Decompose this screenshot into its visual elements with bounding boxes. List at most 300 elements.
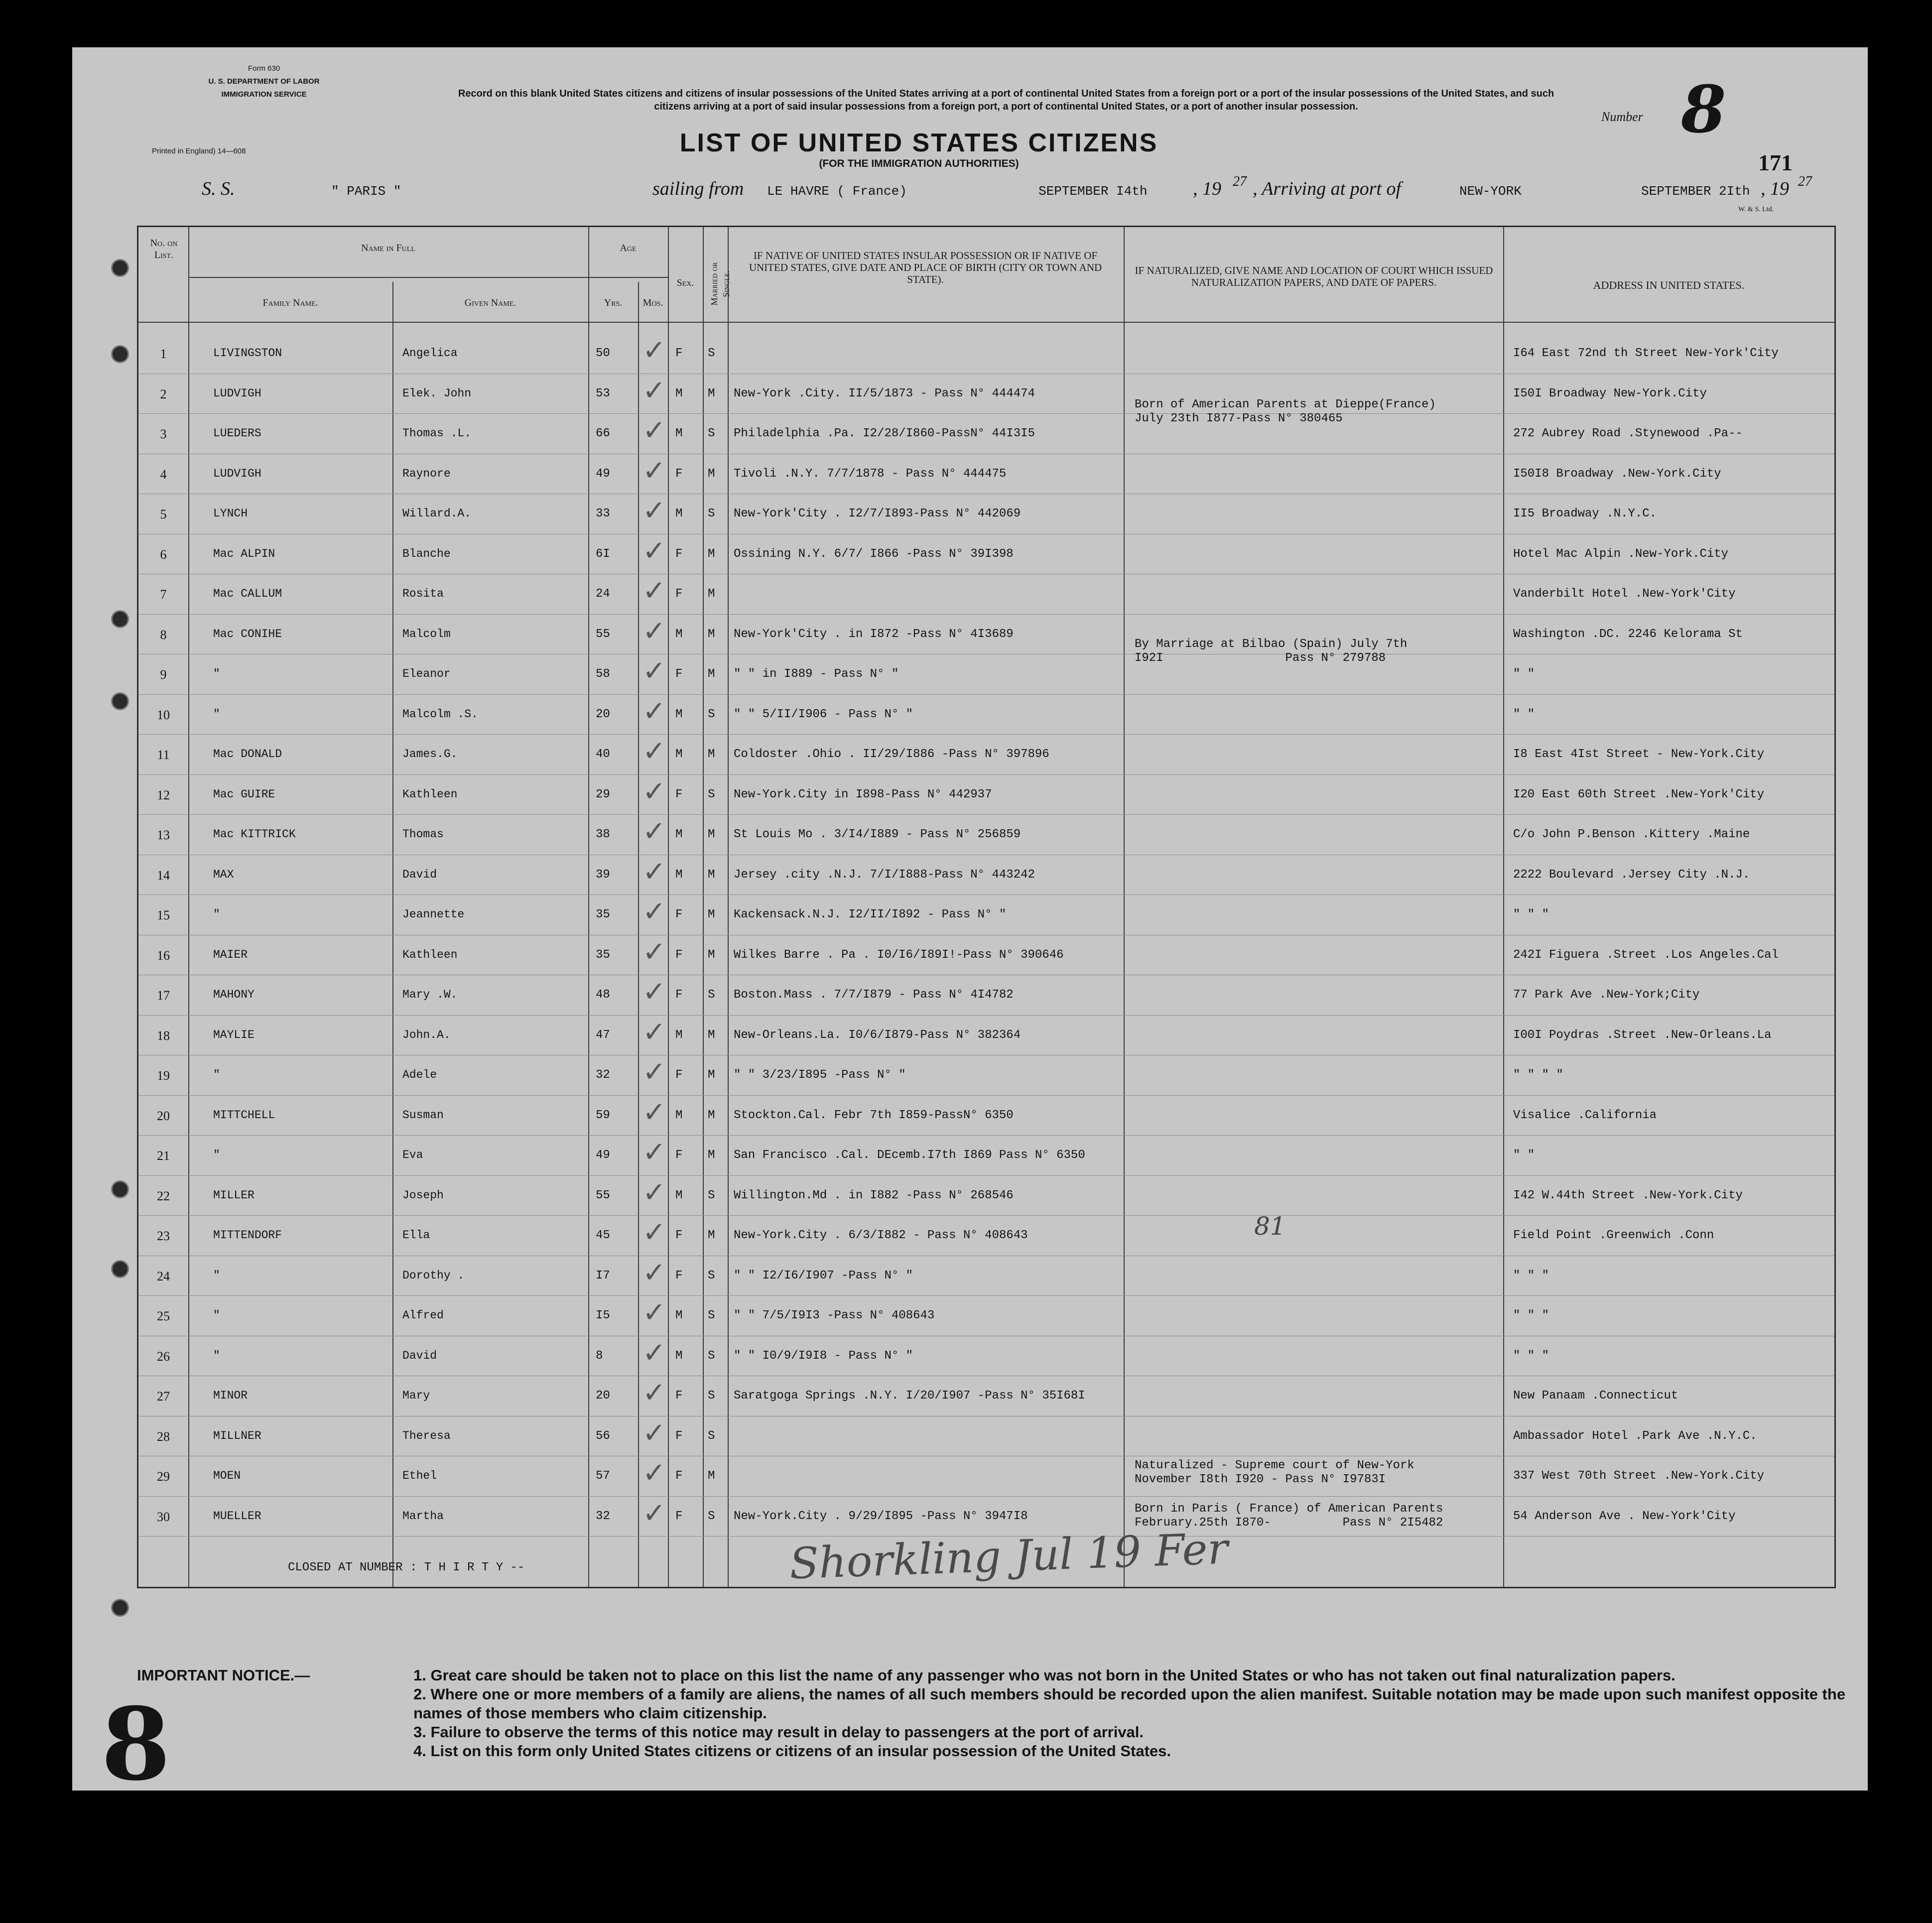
address-cell: Hotel Mac Alpin .New-York.City bbox=[1513, 547, 1729, 561]
header-birth: IF NATIVE OF UNITED STATES INSULAR POSSESSION OR IF NATIVE OF UNITED STATES, GIVE DATE AND PLACE OF BIRTH (CITY OR TOWN AND STATE). bbox=[749, 250, 1102, 285]
number-label: Number bbox=[1601, 110, 1643, 124]
table-row bbox=[138, 856, 1834, 896]
punch-hole bbox=[111, 1180, 129, 1198]
address-cell: Washington .DC. 2246 Kelorama St bbox=[1513, 627, 1743, 641]
sex-cell: F bbox=[675, 347, 683, 360]
marital-status-cell: M bbox=[708, 667, 715, 681]
age-cell: 6I bbox=[596, 547, 610, 561]
birth-info-cell: Kackensack.N.J. I2/II/I892 - Pass N° " bbox=[734, 908, 1007, 921]
check-mark-icon: ✓ bbox=[643, 695, 666, 728]
age-cell: 35 bbox=[596, 908, 610, 921]
punch-hole bbox=[111, 1599, 129, 1617]
given-name-cell: Kathleen bbox=[402, 787, 458, 801]
row-number-cell: 30 bbox=[157, 1509, 170, 1524]
table-row bbox=[138, 1096, 1834, 1136]
marital-status-cell: S bbox=[708, 707, 715, 721]
given-name-cell: Ella bbox=[402, 1229, 430, 1242]
address-cell: Field Point .Greenwich .Conn bbox=[1513, 1229, 1714, 1242]
birth-info-cell: Tivoli .N.Y. 7/7/1878 - Pass N° 444475 bbox=[734, 467, 1007, 481]
table-row bbox=[138, 976, 1834, 1016]
check-mark-icon: ✓ bbox=[643, 735, 666, 768]
sex-cell: F bbox=[675, 1389, 683, 1403]
address-cell: C/o John P.Benson .Kittery .Maine bbox=[1513, 828, 1750, 841]
given-name-cell: Mary .W. bbox=[402, 988, 458, 1001]
row-number-cell: 27 bbox=[157, 1389, 170, 1404]
table-row bbox=[138, 535, 1834, 575]
age-cell: 32 bbox=[596, 1068, 610, 1082]
given-name-cell: Eva bbox=[402, 1149, 423, 1161]
sex-cell: M bbox=[675, 707, 683, 721]
sex-cell: F bbox=[675, 988, 683, 1002]
port-from: LE HAVRE ( France) bbox=[767, 184, 907, 199]
sex-cell: F bbox=[675, 1269, 683, 1282]
birth-info-cell: Wilkes Barre . Pa . I0/I6/I89I!-Pass N° 390646 bbox=[734, 948, 1064, 962]
age-cell: 48 bbox=[596, 988, 610, 1002]
birth-info-cell: " " in I889 - Pass N° " bbox=[734, 667, 899, 681]
year-prefix-1: , 19 bbox=[1193, 178, 1221, 199]
row-number-cell: 5 bbox=[160, 507, 167, 521]
given-name-cell: Joseph bbox=[402, 1188, 444, 1202]
row-number-cell: 20 bbox=[157, 1108, 170, 1123]
sex-cell: F bbox=[675, 1429, 683, 1443]
row-number-cell: 10 bbox=[157, 707, 170, 722]
row-number-cell: 4 bbox=[160, 467, 167, 482]
birth-info-cell: New-Orleans.La. I0/6/I879-Pass N° 382364 bbox=[734, 1028, 1021, 1042]
naturalization-note-row-28: Naturalized - Supreme court of New-York November I8th I920 - Pass N° I9783I bbox=[1135, 1459, 1415, 1486]
age-cell: 55 bbox=[596, 627, 610, 641]
row-number-cell: 6 bbox=[160, 547, 167, 562]
sex-cell: M bbox=[675, 868, 683, 882]
address-cell: 77 Park Ave .New-York;City bbox=[1513, 988, 1700, 1002]
sex-cell: M bbox=[675, 427, 683, 440]
family-name-cell: MAX bbox=[213, 868, 234, 881]
family-name-cell: LIVINGSTON bbox=[213, 347, 282, 360]
family-name-cell: MILLER bbox=[213, 1188, 255, 1202]
form-identifier bbox=[159, 62, 369, 101]
given-name-cell: David bbox=[402, 1349, 437, 1362]
table-row bbox=[138, 896, 1834, 935]
sex-cell: M bbox=[675, 1108, 683, 1122]
table-body bbox=[138, 334, 1834, 1569]
year-suffix-2: 27 bbox=[1798, 174, 1812, 189]
marital-status-cell: S bbox=[708, 988, 715, 1002]
address-cell: 272 Aubrey Road .Stynewood .Pa-- bbox=[1513, 427, 1743, 440]
given-name-cell: Ethel bbox=[402, 1469, 437, 1482]
family-name-cell: LUEDERS bbox=[213, 427, 261, 440]
age-cell: 66 bbox=[596, 427, 610, 440]
table-row bbox=[138, 655, 1834, 695]
check-mark-icon: ✓ bbox=[643, 896, 666, 928]
sex-cell: F bbox=[675, 787, 683, 801]
table-row bbox=[138, 815, 1834, 855]
birth-info-cell: Saratgoga Springs .N.Y. I/20/I907 -Pass N° 35I68I bbox=[734, 1389, 1085, 1403]
notice-item-3: 3. Failure to observe the terms of this notice may result in delay to passengers at the port of arrival. bbox=[413, 1723, 1144, 1741]
family-name-cell: MITTENDORF bbox=[213, 1229, 282, 1242]
check-mark-icon: ✓ bbox=[643, 1457, 666, 1489]
table-row bbox=[138, 334, 1834, 374]
birth-info-cell: " " 7/5/I9I3 -Pass N° 408643 bbox=[734, 1309, 935, 1322]
check-mark-icon: ✓ bbox=[643, 1216, 666, 1249]
row-number-cell: 9 bbox=[160, 667, 167, 682]
given-name-cell: Eleanor bbox=[402, 667, 451, 680]
punch-hole bbox=[111, 345, 129, 363]
birth-info-cell: Philadelphia .Pa. I2/28/I860-PassN° 44I3I5 bbox=[734, 427, 1035, 440]
marital-status-cell: M bbox=[708, 1068, 715, 1082]
voyage-line bbox=[202, 174, 1845, 208]
table-row bbox=[138, 735, 1834, 775]
family-name-cell: " bbox=[213, 1068, 220, 1081]
inspector-signature: Shorkling Jul 19 Fer bbox=[788, 1524, 1229, 1589]
check-mark-icon: ✓ bbox=[643, 534, 666, 567]
year-suffix-1: 27 bbox=[1233, 174, 1247, 189]
row-number-cell: 2 bbox=[160, 386, 167, 401]
notice-heading: IMPORTANT NOTICE.— bbox=[137, 1667, 310, 1684]
row-number-cell: 28 bbox=[157, 1429, 170, 1444]
address-cell: " " " " bbox=[1513, 1068, 1563, 1082]
birth-info-cell: Ossining N.Y. 6/7/ I866 -Pass N° 39I398 bbox=[734, 547, 1014, 561]
given-name-cell: Blanche bbox=[402, 547, 451, 560]
marital-status-cell: M bbox=[708, 748, 715, 761]
given-name-cell: Willard.A. bbox=[402, 507, 472, 520]
sex-cell: F bbox=[675, 1149, 683, 1162]
age-cell: 49 bbox=[596, 1149, 610, 1162]
row-number-cell: 15 bbox=[157, 908, 170, 922]
sex-cell: M bbox=[675, 386, 683, 400]
marital-status-cell: S bbox=[708, 1188, 715, 1202]
family-name-cell: MUELLER bbox=[213, 1509, 261, 1523]
table-row bbox=[138, 1136, 1834, 1176]
address-cell: 337 West 70th Street .New-York.City bbox=[1513, 1469, 1765, 1483]
table-row bbox=[138, 1016, 1834, 1056]
address-cell: I42 W.44th Street .New-York.City bbox=[1513, 1188, 1743, 1202]
check-mark-icon: ✓ bbox=[643, 495, 666, 527]
birth-info-cell: Boston.Mass . 7/7/I879 - Pass N° 4I4782 bbox=[734, 988, 1014, 1002]
birth-info-cell: " " I0/9/I9I8 - Pass N° " bbox=[734, 1349, 913, 1363]
row-number-cell: 21 bbox=[157, 1149, 170, 1163]
header-naturalized: IF NATURALIZED, GIVE NAME AND LOCATION OF COURT WHICH ISSUED NATURALIZATION PAPERS, AND DATE OF PAPERS. bbox=[1135, 264, 1493, 288]
marital-status-cell: M bbox=[708, 908, 715, 921]
birth-info-cell: New-York .City. II/5/1873 - Pass N° 444474 bbox=[734, 386, 1035, 400]
marital-status-cell: S bbox=[708, 1429, 715, 1443]
table-row bbox=[138, 575, 1834, 615]
birth-info-cell: St Louis Mo . 3/I4/I889 - Pass N° 256859 bbox=[734, 828, 1021, 841]
age-cell: 59 bbox=[596, 1108, 610, 1122]
given-name-cell: Malcolm bbox=[402, 627, 451, 641]
table-row bbox=[138, 1176, 1834, 1216]
age-cell: 33 bbox=[596, 507, 610, 520]
family-name-cell: " bbox=[213, 1149, 220, 1161]
age-cell: 20 bbox=[596, 1389, 610, 1403]
manifest-sheet bbox=[72, 47, 1868, 1803]
given-name-cell: Thomas bbox=[402, 828, 444, 841]
birth-info-cell: " " I2/I6/I907 -Pass N° " bbox=[734, 1269, 913, 1282]
birth-info-cell: " " 5/II/I906 - Pass N° " bbox=[734, 707, 913, 721]
given-name-cell: Susman bbox=[402, 1108, 444, 1122]
check-mark-icon: ✓ bbox=[643, 414, 666, 447]
address-cell: " " " bbox=[1513, 908, 1549, 921]
given-name-cell: Jeannette bbox=[402, 908, 465, 921]
address-cell: 2222 Boulevard .Jersey City .N.J. bbox=[1513, 868, 1750, 882]
family-name-cell: LUDVIGH bbox=[213, 467, 261, 480]
age-cell: 47 bbox=[596, 1028, 610, 1042]
age-cell: 55 bbox=[596, 1188, 610, 1202]
birth-info-cell: New-York.City . 6/3/I882 - Pass N° 408643 bbox=[734, 1229, 1028, 1242]
marital-status-cell: M bbox=[708, 1028, 715, 1042]
address-cell: New Panaam .Connecticut bbox=[1513, 1389, 1678, 1403]
annotation-81: 81 bbox=[1254, 1212, 1286, 1241]
list-number: 8 bbox=[1681, 71, 1726, 147]
service-name: IMMIGRATION SERVICE bbox=[221, 90, 307, 99]
address-cell: I20 East 60th Street .New-York'City bbox=[1513, 787, 1765, 801]
marital-status-cell: S bbox=[708, 347, 715, 360]
row-number-cell: 18 bbox=[157, 1028, 170, 1043]
age-cell: 45 bbox=[596, 1229, 610, 1242]
given-name-cell: Mary bbox=[402, 1389, 430, 1402]
family-name-cell: MAIER bbox=[213, 948, 248, 961]
table-row bbox=[138, 695, 1834, 735]
marital-status-cell: M bbox=[708, 587, 715, 601]
row-number-cell: 1 bbox=[160, 347, 167, 361]
sex-cell: F bbox=[675, 908, 683, 921]
family-name-cell: Mac DONALD bbox=[213, 748, 282, 761]
marital-status-cell: S bbox=[708, 1389, 715, 1403]
age-cell: 53 bbox=[596, 386, 610, 400]
birth-info-cell: Coldoster .Ohio . II/29/I886 -Pass N° 397896 bbox=[734, 748, 1049, 761]
marital-status-cell: M bbox=[708, 386, 715, 400]
age-cell: 39 bbox=[596, 868, 610, 882]
table-row bbox=[138, 1457, 1834, 1497]
row-number-cell: 25 bbox=[157, 1309, 170, 1323]
age-cell: 49 bbox=[596, 467, 610, 481]
depart-date: SEPTEMBER I4th bbox=[1038, 184, 1148, 199]
birth-info-cell: New-York'City . I2/7/I893-Pass N° 442069 bbox=[734, 507, 1021, 520]
marital-status-cell: S bbox=[708, 1309, 715, 1322]
address-cell: Vanderbilt Hotel .New-York'City bbox=[1513, 587, 1736, 601]
marital-status-cell: S bbox=[708, 787, 715, 801]
family-name-cell: Mac KITTRICK bbox=[213, 828, 296, 841]
check-mark-icon: ✓ bbox=[643, 1176, 666, 1209]
row-number-cell: 11 bbox=[157, 748, 170, 762]
header-given-name: Given Name. bbox=[464, 297, 516, 308]
check-mark-icon: ✓ bbox=[643, 1296, 666, 1329]
check-mark-icon: ✓ bbox=[643, 815, 666, 848]
family-name-cell: " bbox=[213, 1269, 220, 1282]
notice-item-1: 1. Great care should be taken not to place on this list the name of any passenger who was not born in the United States or who has not taken out final naturalization papers. bbox=[413, 1667, 1675, 1684]
family-name-cell: MAHONY bbox=[213, 988, 255, 1001]
given-name-cell: David bbox=[402, 868, 437, 881]
birth-info-cell: San Francisco .Cal. DEcemb.I7th I869 Pass N° 6350 bbox=[734, 1149, 1085, 1162]
header-no: No. on List. bbox=[150, 238, 178, 260]
age-cell: 50 bbox=[596, 347, 610, 360]
header-age: Age bbox=[620, 243, 637, 254]
row-number-cell: 23 bbox=[157, 1229, 170, 1243]
marital-status-cell: M bbox=[708, 1469, 715, 1483]
address-cell: " " " bbox=[1513, 1309, 1549, 1322]
family-name-cell: LYNCH bbox=[213, 507, 248, 520]
marital-status-cell: M bbox=[708, 627, 715, 641]
table-row bbox=[138, 375, 1834, 414]
given-name-cell: Elek. John bbox=[402, 386, 472, 400]
row-number-cell: 3 bbox=[160, 427, 167, 441]
marital-status-cell: S bbox=[708, 507, 715, 520]
age-cell: 40 bbox=[596, 748, 610, 761]
marital-status-cell: M bbox=[708, 467, 715, 481]
family-name-cell: " bbox=[213, 667, 220, 680]
address-cell: 242I Figuera .Street .Los Angeles.Cal bbox=[1513, 948, 1779, 962]
closed-at-number: CLOSED AT NUMBER : T H I R T Y -- bbox=[288, 1561, 525, 1574]
sex-cell: M bbox=[675, 1188, 683, 1202]
family-name-cell: MAYLIE bbox=[213, 1028, 255, 1041]
port-to: NEW-YORK bbox=[1459, 184, 1522, 199]
age-cell: 57 bbox=[596, 1469, 610, 1483]
row-number-cell: 8 bbox=[160, 627, 167, 642]
check-mark-icon: ✓ bbox=[643, 655, 666, 687]
age-cell: 29 bbox=[596, 787, 610, 801]
sex-cell: F bbox=[675, 587, 683, 601]
sex-cell: F bbox=[675, 1068, 683, 1082]
check-mark-icon: ✓ bbox=[643, 1497, 666, 1530]
printed-in-note: Printed in England) 14—608 bbox=[152, 147, 246, 155]
birth-info-cell: Willington.Md . in I882 -Pass N° 268546 bbox=[734, 1188, 1014, 1202]
given-name-cell: Raynore bbox=[402, 467, 451, 480]
page-number: 171 bbox=[1758, 150, 1793, 175]
table-row bbox=[138, 1377, 1834, 1416]
age-cell: 8 bbox=[596, 1349, 603, 1363]
address-cell: " " bbox=[1513, 667, 1535, 681]
ss-label: S. S. bbox=[202, 178, 235, 199]
age-cell: 56 bbox=[596, 1429, 610, 1443]
marital-status-cell: M bbox=[708, 1229, 715, 1242]
table-row bbox=[138, 1337, 1834, 1377]
family-name-cell: MOEN bbox=[213, 1469, 241, 1482]
row-number-cell: 19 bbox=[157, 1068, 170, 1083]
given-name-cell: Theresa bbox=[402, 1429, 451, 1442]
sex-cell: M bbox=[675, 1349, 683, 1363]
given-name-cell: James.G. bbox=[402, 748, 458, 761]
check-mark-icon: ✓ bbox=[643, 1136, 666, 1168]
family-name-cell: " bbox=[213, 908, 220, 921]
printer-mark: W. & S. Ltd. bbox=[1738, 206, 1774, 213]
given-name-cell: Thomas .L. bbox=[402, 427, 472, 440]
given-name-cell: Malcolm .S. bbox=[402, 707, 478, 721]
age-cell: I5 bbox=[596, 1309, 610, 1322]
table-row bbox=[138, 1212, 1834, 1256]
given-name-cell: Rosita bbox=[402, 587, 444, 600]
check-mark-icon: ✓ bbox=[643, 1336, 666, 1369]
notice-item-2: 2. Where one or more members of a family are aliens, the names of all such members should be recorded upon the alien manifest. Suitable notation may be made upon such manifest opposite the names of those members who claim citizenship. bbox=[413, 1685, 1846, 1722]
birth-info-cell: " " 3/23/I895 -Pass N° " bbox=[734, 1068, 906, 1082]
address-cell: " " bbox=[1513, 1149, 1535, 1162]
family-name-cell: Mac CONIHE bbox=[213, 627, 282, 641]
family-name-cell: " bbox=[213, 707, 220, 721]
table-row bbox=[138, 1296, 1834, 1336]
birth-info-cell: Jersey .city .N.J. 7/I/I888-Pass N° 443242 bbox=[734, 868, 1035, 882]
table-row bbox=[138, 1257, 1834, 1296]
naturalization-note-row-1: Born of American Parents at Dieppe(France) July 23th I877-Pass N° 380465 bbox=[1135, 398, 1436, 425]
age-cell: 58 bbox=[596, 667, 610, 681]
check-mark-icon: ✓ bbox=[643, 935, 666, 968]
row-number-cell: 12 bbox=[157, 787, 170, 802]
table-row bbox=[138, 1417, 1834, 1457]
age-cell: 38 bbox=[596, 828, 610, 841]
address-cell: I64 East 72nd th Street New-York'City bbox=[1513, 347, 1779, 360]
table-row bbox=[138, 775, 1834, 815]
address-cell: I00I Poydras .Street .New-Orleans.La bbox=[1513, 1028, 1772, 1042]
marital-status-cell: M bbox=[708, 1149, 715, 1162]
address-cell: " " " bbox=[1513, 1349, 1549, 1363]
page-subtitle: (FOR THE IMMIGRATION AUTHORITIES) bbox=[819, 158, 1019, 169]
check-mark-icon: ✓ bbox=[643, 1377, 666, 1409]
table-row bbox=[138, 1056, 1834, 1096]
header-sex: Sex. bbox=[676, 277, 694, 288]
sailing-from-label: sailing from bbox=[652, 178, 744, 199]
family-name-cell: Mac ALPIN bbox=[213, 547, 275, 560]
sex-cell: F bbox=[675, 667, 683, 681]
birth-info-cell: New-York.City . 9/29/I895 -Pass N° 3947I8 bbox=[734, 1509, 1028, 1523]
header-married-single: Married or Single. bbox=[709, 262, 731, 306]
sex-cell: M bbox=[675, 507, 683, 520]
check-mark-icon: ✓ bbox=[643, 575, 666, 607]
sex-cell: F bbox=[675, 1509, 683, 1523]
sex-cell: F bbox=[675, 1229, 683, 1242]
table-row bbox=[138, 495, 1834, 534]
sex-cell: F bbox=[675, 547, 683, 561]
marital-status-cell: M bbox=[708, 948, 715, 962]
marital-status-cell: S bbox=[708, 1509, 715, 1523]
family-name-cell: " bbox=[213, 1309, 220, 1322]
row-number-cell: 13 bbox=[157, 828, 170, 842]
address-cell: " " " bbox=[1513, 1269, 1549, 1282]
check-mark-icon: ✓ bbox=[643, 1416, 666, 1449]
sex-cell: F bbox=[675, 467, 683, 481]
row-number-cell: 24 bbox=[157, 1269, 170, 1283]
row-number-cell: 29 bbox=[157, 1469, 170, 1484]
age-cell: I7 bbox=[596, 1269, 610, 1282]
header-family-name: Family Name. bbox=[262, 297, 318, 308]
family-name-cell: " bbox=[213, 1349, 220, 1362]
row-number-cell: 14 bbox=[157, 868, 170, 883]
check-mark-icon: ✓ bbox=[643, 1016, 666, 1048]
check-mark-icon: ✓ bbox=[643, 976, 666, 1008]
given-name-cell: Adele bbox=[402, 1068, 437, 1081]
sex-cell: F bbox=[675, 1469, 683, 1483]
table-row bbox=[138, 615, 1834, 655]
marital-status-cell: S bbox=[708, 1269, 715, 1282]
year-prefix-2: , 19 bbox=[1761, 178, 1789, 199]
marital-status-cell: M bbox=[708, 828, 715, 841]
header-address: ADDRESS IN UNITED STATES. bbox=[1593, 279, 1745, 291]
check-mark-icon: ✓ bbox=[643, 615, 666, 647]
row-number-cell: 7 bbox=[160, 587, 167, 602]
table-row bbox=[138, 414, 1834, 454]
passenger-table bbox=[137, 226, 1836, 1588]
check-mark-icon: ✓ bbox=[643, 374, 666, 407]
age-cell: 35 bbox=[596, 948, 610, 962]
family-name-cell: Mac GUIRE bbox=[213, 787, 275, 801]
sex-cell: M bbox=[675, 1028, 683, 1042]
check-mark-icon: ✓ bbox=[643, 1056, 666, 1088]
birth-info-cell: Stockton.Cal. Febr 7th I859-PassN° 6350 bbox=[734, 1108, 1014, 1122]
address-cell: I50I Broadway New-York.City bbox=[1513, 386, 1707, 400]
department-name: U. S. DEPARTMENT OF LABOR bbox=[208, 77, 320, 86]
family-name-cell: LUDVIGH bbox=[213, 386, 261, 400]
row-number-cell: 17 bbox=[157, 988, 170, 1003]
family-name-cell: MINOR bbox=[213, 1389, 248, 1402]
address-cell: 54 Anderson Ave . New-York'City bbox=[1513, 1509, 1736, 1523]
marital-status-cell: M bbox=[708, 868, 715, 882]
age-cell: 24 bbox=[596, 587, 610, 601]
check-mark-icon: ✓ bbox=[643, 454, 666, 487]
